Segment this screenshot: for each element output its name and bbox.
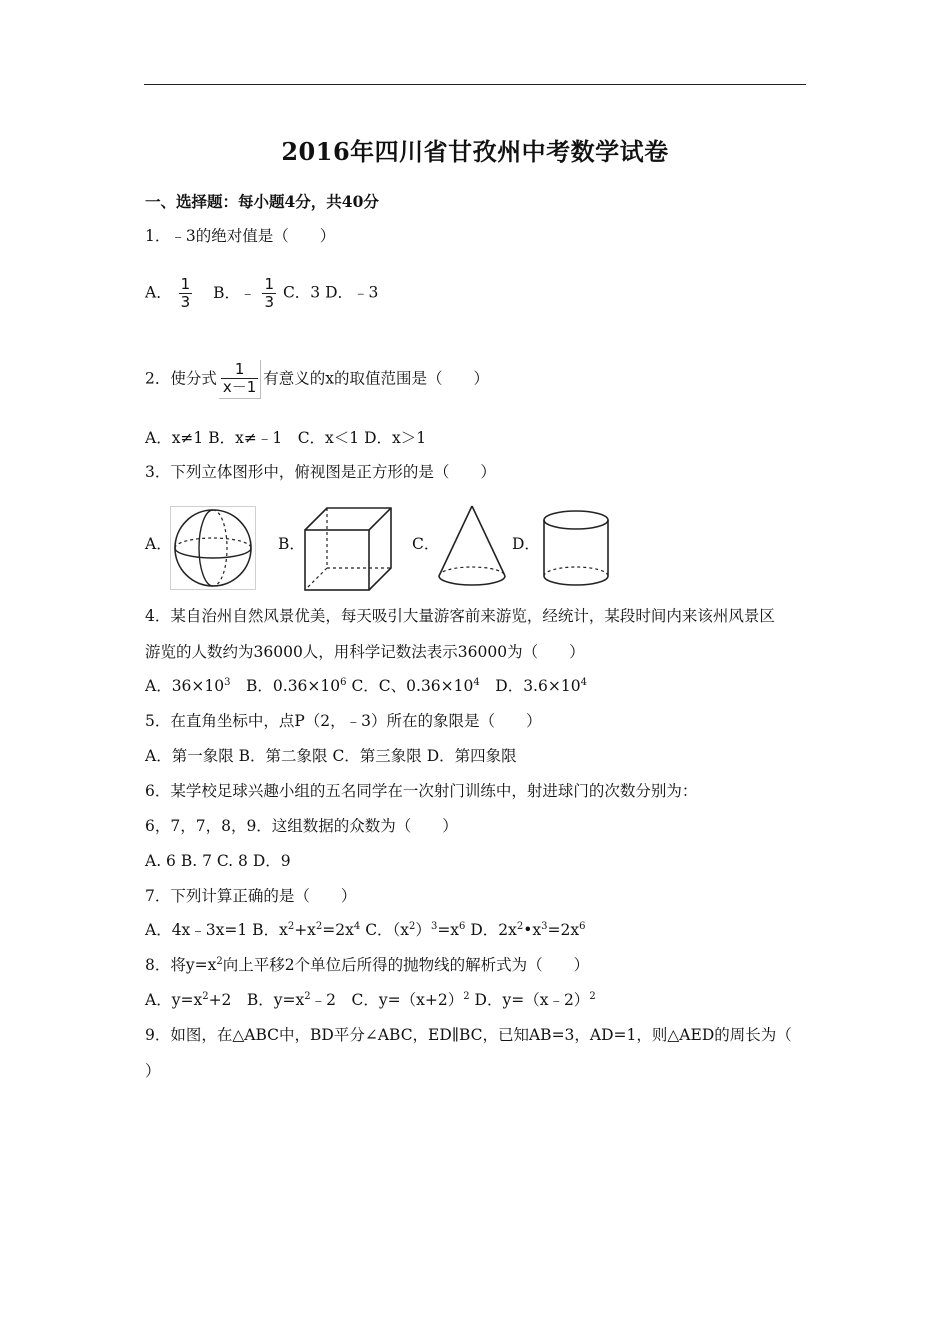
question-5-options: A．第一象限 B．第二象限 C．第三象限 D．第四象限 [145, 747, 517, 765]
question-6-options: A. 6 B. 7 C. 8 D．9 [145, 852, 291, 870]
cylinder-figure [540, 508, 612, 590]
question-8-stem: 8．将$y=x^2$向上平移2个单位后所得的抛物线的解析式为（ ） [145, 955, 590, 974]
question-4-line-1: 4．某自治州自然风景优美，每天吸引大量游客前来游览，经统计，某段时间内来该州风景区 [145, 607, 775, 625]
question-2-options: A．x≠1 B．x≠﹣1 C．x＜1 D．x＞1 [145, 429, 427, 447]
option-a-label: A． [145, 535, 172, 553]
option-c-label: C． [412, 535, 440, 553]
question-9-line-2: ） [145, 1062, 161, 1080]
header-rule [144, 84, 806, 85]
question-7-options: A．4x﹣3x=1 B．$x^2+x^2=2x^4$ C．$(x^2)^3=x^6$ D．$2x^2•x^3=2x^6$ [145, 920, 586, 939]
fraction-one-third-a: $\frac{1}{3}$ [180, 275, 191, 311]
option-d-label: D． [512, 535, 540, 553]
fraction-one-over-x-minus-1: $\frac{1}{x-1}$ [219, 360, 261, 399]
sphere-figure [170, 506, 256, 590]
question-6-line-1: 6．某学校足球兴趣小组的五名同学在一次射门训练中，射进球门的次数分别为： [145, 782, 698, 800]
exam-title: 2016年四川省甘孜州中考数学试卷 [281, 137, 669, 166]
option-b-label: B． [278, 535, 305, 553]
question-1-options: A． $\frac{1}{3}$ B．﹣ $\frac{1}{3}$ C．3 D．﹣3 [145, 275, 379, 311]
question-5-stem: 5．在直角坐标中，点P（2，﹣3）所在的象限是（ ） [145, 712, 542, 730]
question-1-stem: 1．﹣3的绝对值是（ ） [145, 227, 336, 245]
fraction-one-third-b: $\frac{1}{3}$ [264, 275, 274, 311]
question-8-options: A．$y=x^2+2$ B．$y=x^2﹣2$ C．$y=(x+2)^2$ D．y=（x﹣2）$^2$ [145, 990, 596, 1009]
cube-figure [303, 506, 395, 592]
cone-figure [436, 504, 508, 588]
question-4-line-2: 游览的人数约为36000人，用科学记数法表示36000为（ ） [145, 643, 585, 661]
section-heading: 一、选择题：每小题4分，共40分 [145, 192, 379, 211]
question-4-options: A．$36\times 10^3$ B．$0.36\times 10^6$ C．C、$0.36\times 10^4$ D．$3.6\times 10^4$ [145, 676, 587, 695]
question-6-line-2: 6，7，7，8，9．这组数据的众数为（ ） [145, 817, 458, 835]
question-7-stem: 7．下列计算正确的是（ ） [145, 887, 357, 905]
question-3-stem: 3．下列立体图形中，俯视图是正方形的是（ ） [145, 463, 496, 481]
question-9-line-1: 9．如图，在△ABC中，BD平分∠ABC，ED∥BC，已知AB=3，AD=1，则△AED的周长为（ [145, 1026, 792, 1044]
question-2-stem: 2．使分式 $\frac{1}{x-1}$ 有意义的x的取值范围是（ ） [145, 360, 489, 399]
